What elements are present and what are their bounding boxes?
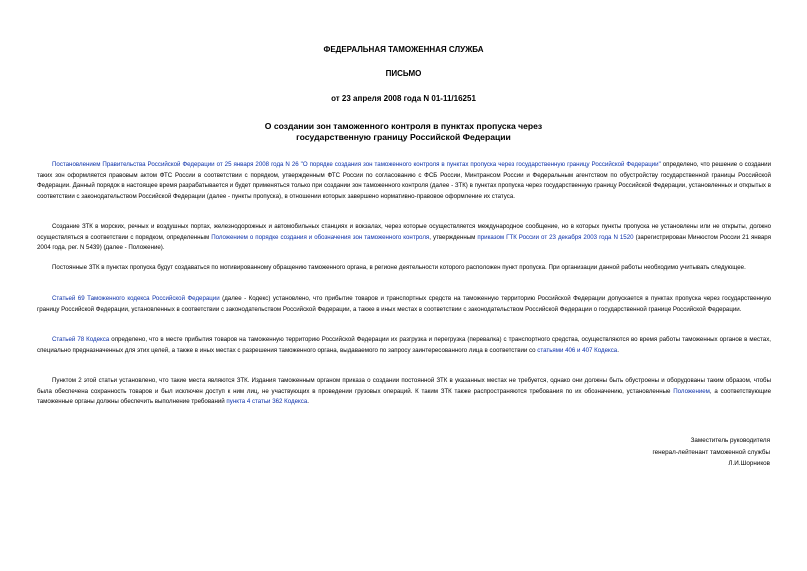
paragraph-2-text-3: (зарегистрирован Минюстом России 21 января 2004 года, рег. N 5439) (далее - Положение). xyxy=(37,233,771,252)
paragraph-2-text-1: Создание ЗТК в морских, речных и воздушных портах, железнодорожных и автомобильных станциях и вокзалах, через которые осуществляется международное сообщение, но в которых пункты пропуска не установлены или не открыты, должно осуществляться в соответствии с порядком, определенным xyxy=(37,223,771,241)
document-title-line-2: государственную границу Российской Федерации xyxy=(296,132,511,142)
paragraph-5 xyxy=(37,335,771,356)
paragraph-3 xyxy=(37,263,771,274)
document-title xyxy=(0,121,807,143)
signature-rank: генерал-лейтенант таможенной службы xyxy=(652,448,770,456)
document-title-line-1: О создании зон таможенного контроля в пунктах пропуска через xyxy=(264,121,543,131)
paragraph-6-text-3: . xyxy=(307,398,309,406)
document-date-number: от 23 апреля 2008 года N 01-11/16251 xyxy=(331,94,476,103)
paragraph-5-text-1: определено, что в месте прибытия товаров на таможенную территорию Российской Федерации их разгрузка и перегрузка (перевалка) с транспортного средства, осуществляются во время работы таможенных органов в местах, специально предназначенных для этих целей, а также в иных местах с разрешения таможенного органа, выдаваемого по запросу заинтересованного лица в соответствии со xyxy=(37,336,771,354)
paragraph-6-text-1: Пунктом 2 этой статьи установлено, что такие места являются ЗТК. Издания таможенным органом приказа о создании постоянной ЗТК в указанных местах не требуется, однако они должны быть обустроены и оборудованы таким образом, чтобы была обеспечена сохранность товаров и был исключен доступ к ним лиц, не участвующих в проведении грузовых операций. К таким ЗТК также распространяются требования по их обозначению, установленные xyxy=(37,377,771,395)
document-type: ПИСЬМО xyxy=(385,69,422,78)
paragraph-1 xyxy=(37,160,771,202)
paragraph-2 xyxy=(37,222,771,254)
paragraph-4-text: (далее - Кодекс) установлено, что прибытие товаров и транспортных средств на таможенную территорию Российской Федерации допускается в пунктах пропуска через государственную границу Российской Федерации, установленных в соответствии с законодательством Российской Федерации, а также в иных местах в соответствии с законодательством Российской Федерации о государственной границе Российской Федерации. xyxy=(37,295,771,313)
gtk-order-link[interactable]: приказом ГТК России от 23 декабря 2003 года N 1520 xyxy=(477,233,634,241)
paragraph-6 xyxy=(37,376,771,408)
signature-block xyxy=(520,435,770,470)
regulation-short-link[interactable]: Положением xyxy=(673,387,710,395)
paragraph-5-text-2: . xyxy=(617,346,619,354)
paragraph-4 xyxy=(37,294,771,315)
regulation-link[interactable]: Положением о порядке создания и обозначения зон таможенного контроля xyxy=(211,233,430,241)
paragraph-1-text: определено, что решение о создании таких зон оформляется правовым актом ФТС России в соответствии с порядком, утвержденным ФТС России по согласованию с ФСБ России, Минтрансом России и Федеральным агентством по обустройству государственной границы Российской Федерации. Данный порядок в настоящее время разрабатывается и будет применяться только при создании зон таможенного контроля (далее - ЗТК) в пунктах пропуска через государственную границу Российской Федерации, установленных и открытых в соответствии с законодательством Российской Федерации (далее - пункты пропуска), в отношении которых завершено нормативно-правовое оформление их статуса. xyxy=(37,161,772,200)
agency-name: ФЕДЕРАЛЬНАЯ ТАМОЖЕННАЯ СЛУЖБА xyxy=(323,45,484,54)
decree-26-link[interactable]: Постановлением Правительства Российской Федерации от 25 января 2008 года N 26 "О порядке создания зон таможенного контроля в пунктах пропуска через государственную границу Российской Федерации" xyxy=(52,161,661,168)
signature-position: Заместитель руководителя xyxy=(690,437,770,444)
paragraph-6-text-2: , а соответствующие таможенные органы должны обеспечить выполнение требований xyxy=(37,387,771,406)
paragraph-2-text-2: , утвержденным xyxy=(429,233,478,241)
paragraph-3-text: Постоянные ЗТК в пунктах пропуска будут создаваться по мотивированному обращению таможенного органа, в регионе деятельности которого расположен пункт пропуска. При организации данной работы необходимо учитывать следующее. xyxy=(52,264,746,271)
article-69-link[interactable]: Статьей 69 Таможенного кодекса Российской Федерации xyxy=(52,295,220,302)
article-78-link[interactable]: Статьей 78 Кодекса xyxy=(52,336,110,343)
articles-406-407-link[interactable]: статьями 406 и 407 Кодекса xyxy=(537,346,618,354)
signature-name: Л.И.Шорников xyxy=(728,460,770,467)
article-362-link[interactable]: пункта 4 статьи 362 Кодекса xyxy=(226,398,308,406)
